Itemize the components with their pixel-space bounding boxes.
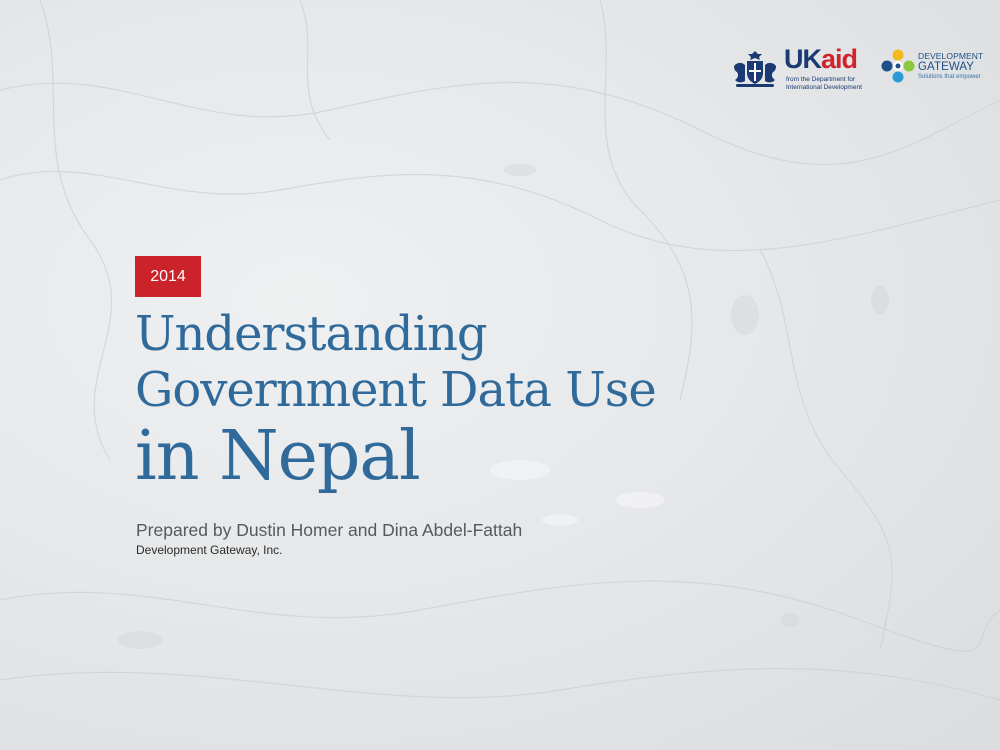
title-line-1: Understanding [135,306,487,362]
ukaid-tagline: from the Department for International Development [786,76,862,91]
dg-line-development: DEVELOPMENT [918,51,984,61]
ukaid-logo [730,46,860,94]
development-gateway-wordmark [918,52,983,81]
title-line-3: in Nepal [135,417,420,496]
dg-tagline: Solutions that empower [918,74,981,80]
year-badge: 2014 [135,256,201,297]
report-title [135,306,835,496]
title-line-2: Government Data Use [135,362,656,418]
dg-line-gateway: GATEWAY [918,61,975,73]
royal-crest-icon [730,48,780,90]
ukaid-wordmark: UKaid [784,44,858,74]
development-gateway-logo [878,46,988,86]
authors-line: Prepared by Dustin Homer and Dina Abdel-Fattah [136,520,523,540]
organization-line: Development Gateway, Inc. [136,543,283,557]
development-gateway-symbol-icon [880,48,916,84]
